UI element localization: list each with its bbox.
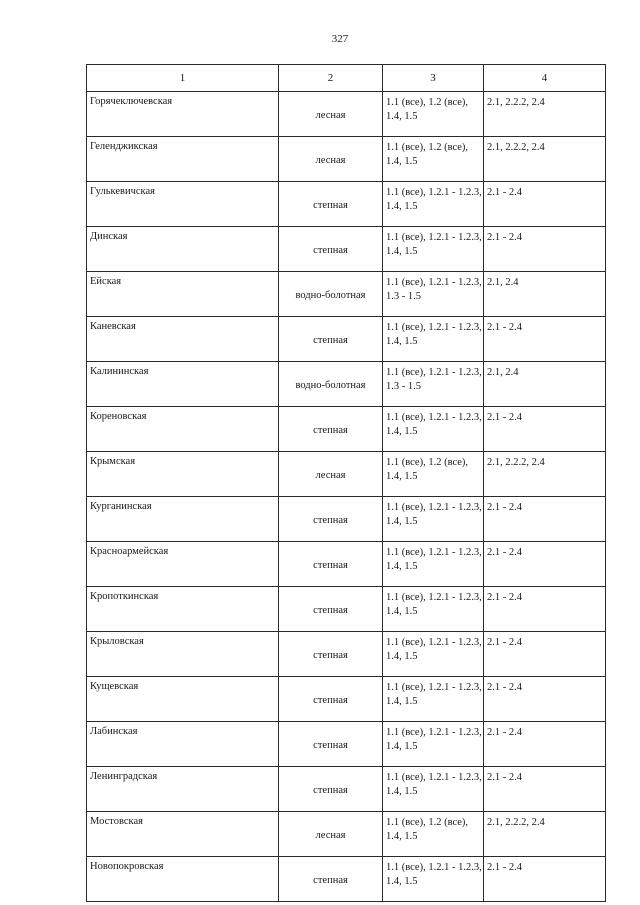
district-name-cell: Кропоткинская (87, 587, 279, 632)
column-4-cell: 2.1, 2.2.2, 2.4 (484, 812, 606, 857)
table-row (87, 137, 606, 182)
column-4-cell: 2.1 - 2.4 (484, 227, 606, 272)
zone-type-cell: степная (279, 677, 383, 722)
zone-type-cell: лесная (279, 452, 383, 497)
table-row (87, 497, 606, 542)
column-3-cell: 1.1 (все), 1.2.1 - 1.2.3, 1.4, 1.5 (383, 587, 484, 632)
column-3-cell: 1.1 (все), 1.2.1 - 1.2.3, 1.4, 1.5 (383, 722, 484, 767)
data-table (86, 64, 606, 902)
table-row (87, 452, 606, 497)
district-name-cell: Крыловская (87, 632, 279, 677)
column-4-cell: 2.1 - 2.4 (484, 497, 606, 542)
zone-type-cell: степная (279, 767, 383, 812)
column-header-2: 2 (279, 65, 383, 92)
table-row (87, 407, 606, 452)
column-4-cell: 2.1 - 2.4 (484, 767, 606, 812)
zone-type-cell: степная (279, 857, 383, 902)
district-name-cell: Новопокровская (87, 857, 279, 902)
column-4-cell: 2.1 - 2.4 (484, 587, 606, 632)
district-name-cell: Красноармейская (87, 542, 279, 587)
district-name-cell: Динская (87, 227, 279, 272)
zone-type-cell: степная (279, 497, 383, 542)
column-3-cell: 1.1 (все), 1.2.1 - 1.2.3, 1.3 - 1.5 (383, 272, 484, 317)
district-name-cell: Каневская (87, 317, 279, 362)
column-4-cell: 2.1, 2.2.2, 2.4 (484, 137, 606, 182)
table-row (87, 767, 606, 812)
table-row (87, 92, 606, 137)
zone-type-cell: лесная (279, 812, 383, 857)
district-name-cell: Геленджикская (87, 137, 279, 182)
district-name-cell: Гулькевичская (87, 182, 279, 227)
column-4-cell: 2.1, 2.4 (484, 362, 606, 407)
column-3-cell: 1.1 (все), 1.2.1 - 1.2.3, 1.4, 1.5 (383, 227, 484, 272)
zone-type-cell: степная (279, 227, 383, 272)
district-name-cell: Ейская (87, 272, 279, 317)
table-row (87, 362, 606, 407)
district-name-cell: Ленинградская (87, 767, 279, 812)
table-row (87, 722, 606, 767)
column-3-cell: 1.1 (все), 1.2 (все), 1.4, 1.5 (383, 812, 484, 857)
zone-type-cell: степная (279, 722, 383, 767)
column-4-cell: 2.1 - 2.4 (484, 632, 606, 677)
zone-type-cell: степная (279, 587, 383, 632)
column-3-cell: 1.1 (все), 1.2.1 - 1.2.3, 1.3 - 1.5 (383, 362, 484, 407)
table-row (87, 812, 606, 857)
table-body (87, 92, 606, 902)
column-3-cell: 1.1 (все), 1.2.1 - 1.2.3, 1.4, 1.5 (383, 857, 484, 902)
zone-type-cell: лесная (279, 137, 383, 182)
column-header-1: 1 (87, 65, 279, 92)
column-3-cell: 1.1 (все), 1.2.1 - 1.2.3, 1.4, 1.5 (383, 542, 484, 587)
column-header-3: 3 (383, 65, 484, 92)
column-3-cell: 1.1 (все), 1.2.1 - 1.2.3, 1.4, 1.5 (383, 767, 484, 812)
column-4-cell: 2.1 - 2.4 (484, 317, 606, 362)
district-name-cell: Кущевская (87, 677, 279, 722)
column-3-cell: 1.1 (все), 1.2.1 - 1.2.3, 1.4, 1.5 (383, 632, 484, 677)
table-row (87, 227, 606, 272)
column-4-cell: 2.1 - 2.4 (484, 857, 606, 902)
column-3-cell: 1.1 (все), 1.2 (все), 1.4, 1.5 (383, 92, 484, 137)
column-3-cell: 1.1 (все), 1.2.1 - 1.2.3, 1.4, 1.5 (383, 407, 484, 452)
column-3-cell: 1.1 (все), 1.2.1 - 1.2.3, 1.4, 1.5 (383, 182, 484, 227)
zone-type-cell: водно-болотная (279, 272, 383, 317)
zone-type-cell: степная (279, 317, 383, 362)
district-name-cell: Кореновская (87, 407, 279, 452)
table-row (87, 317, 606, 362)
column-4-cell: 2.1 - 2.4 (484, 677, 606, 722)
column-4-cell: 2.1 - 2.4 (484, 542, 606, 587)
page-number: 327 (331, 33, 349, 45)
column-3-cell: 1.1 (все), 1.2 (все), 1.4, 1.5 (383, 452, 484, 497)
district-name-cell: Мостовская (87, 812, 279, 857)
column-4-cell: 2.1, 2.2.2, 2.4 (484, 92, 606, 137)
column-4-cell: 2.1 - 2.4 (484, 182, 606, 227)
district-name-cell: Курганинская (87, 497, 279, 542)
table-row (87, 542, 606, 587)
district-name-cell: Лабинская (87, 722, 279, 767)
table-row (87, 272, 606, 317)
zone-type-cell: степная (279, 182, 383, 227)
column-3-cell: 1.1 (все), 1.2.1 - 1.2.3, 1.4, 1.5 (383, 317, 484, 362)
zone-type-cell: степная (279, 632, 383, 677)
column-3-cell: 1.1 (все), 1.2.1 - 1.2.3, 1.4, 1.5 (383, 677, 484, 722)
district-name-cell: Крымская (87, 452, 279, 497)
column-3-cell: 1.1 (все), 1.2.1 - 1.2.3, 1.4, 1.5 (383, 497, 484, 542)
column-3-cell: 1.1 (все), 1.2 (все), 1.4, 1.5 (383, 137, 484, 182)
table-row (87, 182, 606, 227)
column-4-cell: 2.1, 2.2.2, 2.4 (484, 452, 606, 497)
district-name-cell: Калининская (87, 362, 279, 407)
district-name-cell: Горячеключевская (87, 92, 279, 137)
zone-type-cell: лесная (279, 92, 383, 137)
column-4-cell: 2.1, 2.4 (484, 272, 606, 317)
table-row (87, 677, 606, 722)
column-4-cell: 2.1 - 2.4 (484, 722, 606, 767)
table-row (87, 587, 606, 632)
table-row (87, 857, 606, 902)
table-header-row (87, 65, 606, 92)
column-header-4: 4 (484, 65, 606, 92)
table-row (87, 632, 606, 677)
zone-type-cell: степная (279, 542, 383, 587)
column-4-cell: 2.1 - 2.4 (484, 407, 606, 452)
zone-type-cell: степная (279, 407, 383, 452)
zone-type-cell: водно-болотная (279, 362, 383, 407)
